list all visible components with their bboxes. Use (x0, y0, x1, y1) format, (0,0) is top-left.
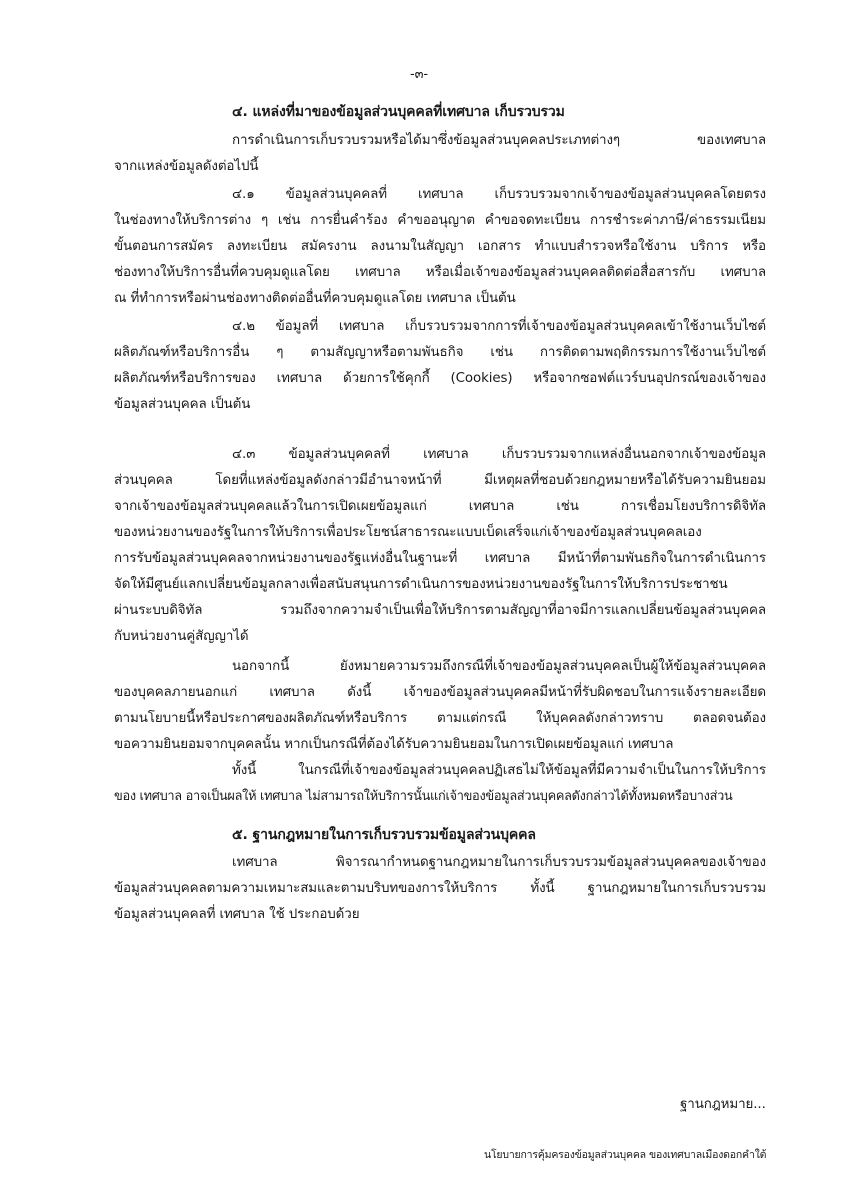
section-5-body-line: ข้อมูลส่วนบุคคลที่ เทศบาล ใช้ ประกอบด้วย (114, 907, 360, 922)
note-2-line: ของ เทศบาล อาจเป็นผลให้ เทศบาล ไม่สามารถให้บริการนั้นแก่เจ้าของข้อมูลส่วนบุคคลดังกล่าวได้ทั้งหมดหรือบางส่วน (114, 789, 733, 804)
page-number: -๓- (410, 67, 428, 82)
item-4-3-line: ส่วนบุคคล โดยที่แหล่งข้อมูลดังกล่าวมีอำนาจหน้าที่ มีเหตุผลที่ชอบด้วยกฎหมายหรือได้รับความยินยอม (114, 473, 766, 488)
item-4-1-line: ในช่องทางให้บริการต่าง ๆ เช่น การยื่นคำร้อง คำขออนุญาต คำขอจดทะเบียน การชำระค่าภาษี/ค่าธรรมเนียม (114, 213, 766, 228)
section-5-body-line: เทศบาล พิจารณากำหนดฐานกฎหมายในการเก็บรวบรวมข้อมูลส่วนบุคคลของเจ้าของ (232, 855, 766, 870)
note-1-line: ของบุคคลภายนอกแก่ เทศบาล ดังนี้ เจ้าของข้อมูลส่วนบุคคลมีหน้าที่รับผิดชอบในการแจ้งรายละเอียด (114, 685, 766, 700)
section-4-heading: ๔. แหล่งที่มาของข้อมูลส่วนบุคคลที่เทศบาล เก็บรวบรวม (232, 104, 565, 120)
item-4-1-line: ช่องทางให้บริการอื่นที่ควบคุมดูแลโดย เทศบาล หรือเมื่อเจ้าของข้อมูลส่วนบุคคลติดต่อสื่อสารกับ เทศบาล (114, 265, 766, 280)
note-1-line: นอกจากนี้ ยังหมายความรวมถึงกรณีที่เจ้าของข้อมูลส่วนบุคคลเป็นผู้ให้ข้อมูลส่วนบุคคล (232, 659, 766, 674)
continuation-marker: ฐานกฎหมาย... (680, 1097, 766, 1112)
section-5-body-line: ข้อมูลส่วนบุคคลตามความเหมาะสมและตามบริบทของการให้บริการ ทั้งนี้ ฐานกฎหมายในการเก็บรวบรวม (114, 881, 766, 896)
item-4-3-line: กับหน่วยงานคู่สัญญาได้ (114, 629, 249, 644)
item-4-1-line: ๔.๑ ข้อมูลส่วนบุคคลที่ เทศบาล เก็บรวบรวมจากเจ้าของข้อมูลส่วนบุคคลโดยตรง (232, 187, 766, 202)
section-4-intro-line: จากแหล่งข้อมูลดังต่อไปนี้ (114, 159, 259, 174)
note-2-line: ทั้งนี้ ในกรณีที่เจ้าของข้อมูลส่วนบุคคลปฏิเสธไม่ให้ข้อมูลที่มีความจำเป็นในการให้บริการ (232, 763, 766, 778)
page-footer: นโยบายการคุ้มครองข้อมูลส่วนบุคคล ของเทศบาลเมืองดอกคำใต้ (484, 1149, 767, 1161)
note-1-line: ขอความยินยอมจากบุคคลนั้น หากเป็นกรณีที่ต้องได้รับความยินยอมในการเปิดเผยข้อมูลแก่ เทศบาล (114, 737, 674, 752)
note-1-line: ตามนโยบายนี้หรือประกาศของผลิตภัณฑ์หรือบริการ ตามแต่กรณี ให้บุคคลดังกล่าวทราบ ตลอดจนต้อง (114, 711, 766, 726)
item-4-1-line: ขั้นตอนการสมัคร ลงทะเบียน สมัครงาน ลงนามในสัญญา เอกสาร ทำแบบสำรวจหรือใช้งาน บริการ หรือ (114, 239, 766, 254)
item-4-3-line: จากเจ้าของข้อมูลส่วนบุคคลแล้วในการเปิดเผยข้อมูลแก่ เทศบาล เช่น การเชื่อมโยงบริการดิจิทัล (114, 499, 766, 514)
item-4-3-line: จัดให้มีศูนย์แลกเปลี่ยนข้อมูลกลางเพื่อสนับสนุนการดำเนินการของหน่วยงานของรัฐในการให้บริการประชาชน (114, 577, 728, 592)
item-4-3-line: ผ่านระบบดิจิทัล รวมถึงจากความจำเป็นเพื่อให้บริการตามสัญญาที่อาจมีการแลกเปลี่ยนข้อมูลส่วนบุคคล (114, 603, 766, 618)
item-4-2-line: ๔.๒ ข้อมูลที่ เทศบาล เก็บรวบรวมจากการที่เจ้าของข้อมูลส่วนบุคคลเข้าใช้งานเว็บไซต์ (232, 319, 766, 334)
item-4-3-line: ๔.๓ ข้อมูลส่วนบุคคลที่ เทศบาล เก็บรวบรวมจากแหล่งอื่นนอกจากเจ้าของข้อมูล (232, 447, 766, 462)
item-4-3-line: ของหน่วยงานของรัฐในการให้บริการเพื่อประโยชน์สาธารณะแบบเบ็ดเสร็จแก่เจ้าของข้อมูลส่วนบุคคลเอง (114, 525, 702, 540)
item-4-2-line: ข้อมูลส่วนบุคคล เป็นต้น (114, 397, 251, 412)
item-4-3-line: การรับข้อมูลส่วนบุคคลจากหน่วยงานของรัฐแห่งอื่นในฐานะที่ เทศบาล มีหน้าที่ตามพันธกิจในการดำเนินการ (114, 551, 766, 566)
item-4-2-line: ผลิตภัณฑ์หรือบริการของ เทศบาล ด้วยการใช้คุกกี้ (Cookies) หรือจากซอฟต์แวร์บนอุปกรณ์ของเจ้าของ (114, 371, 766, 386)
section-5-heading: ๕. ฐานกฎหมายในการเก็บรวบรวมข้อมูลส่วนบุคคล (232, 827, 536, 843)
section-4-intro-line: การดำเนินการเก็บรวบรวมหรือได้มาซึ่งข้อมูลส่วนบุคคลประเภทต่างๆ ของเทศบาล (232, 133, 766, 148)
item-4-2-line: ผลิตภัณฑ์หรือบริการอื่น ๆ ตามสัญญาหรือตามพันธกิจ เช่น การติดตามพฤติกรรมการใช้งานเว็บไซต์ (114, 345, 766, 360)
item-4-1-line: ณ ที่ทำการหรือผ่านช่องทางติดต่ออื่นที่ควบคุมดูแลโดย เทศบาล เป็นต้น (114, 291, 516, 306)
